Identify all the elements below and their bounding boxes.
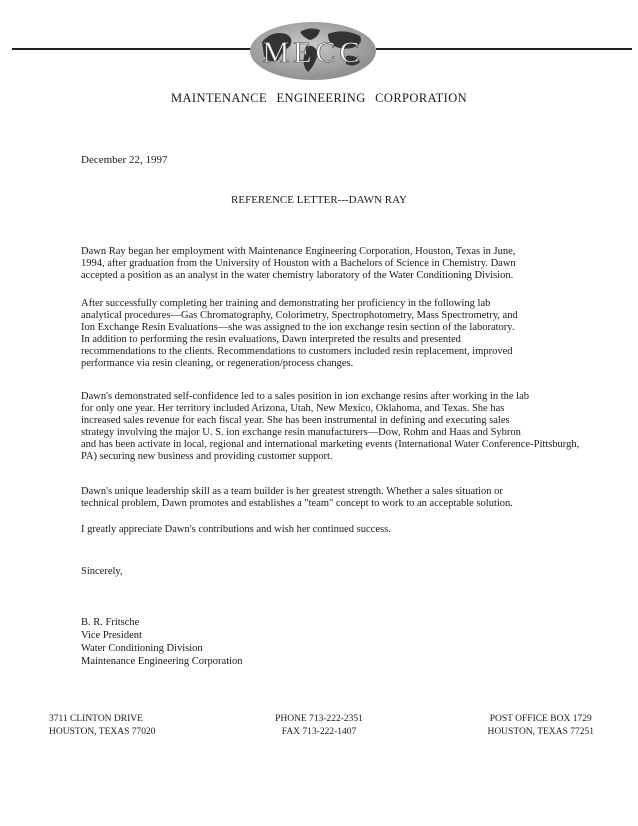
paragraph-2: After successfully completing her training and demonstrating her proficiency in the following lab analytical procedures—Gas Chromatography, Colorimetry, Spectrophotometry, Mass Spectrometry, and Ion Exchange Resin Evaluations—she was assigned to the ion exchange resin section of the laboratory. In addition to performing the resin evaluations, Dawn interpreted the results and presented recommendations to the clients. Recommendations to customers included resin replacement, improved performance via resin cleaning, or regeneration/process changes. (81, 298, 518, 370)
paragraph-3: Dawn's demonstrated self-confidence led to a sales position in ion exchange resins after working in the lab for only one year. Her territory included Arizona, Utah, New Mexico, Oklahoma, and Texas. She has increased sales revenue for each fiscal year. She has been instrumental in defining and executing sales strategy involving the major U. S. ion exchange resin manufacturers—Dow, Rohm and Haas and Sybron and has been activate in local, regional and international marketing events (International Water Conference-Pittsburgh, PA) securing new business and providing customer support. (81, 391, 580, 463)
signature-title: Vice President (81, 630, 142, 641)
footer-address-line2: HOUSTON, TEXAS 77020 (49, 727, 156, 737)
signature-block (81, 616, 243, 668)
paragraph-4: Dawn's unique leadership skill as a team builder is her greatest strength. Whether a sales situation or technical problem, Dawn promotes and establishes a "team" concept to work to an acceptable solution. (81, 486, 513, 510)
logo-text: MECC (262, 36, 364, 69)
letter-subject: REFERENCE LETTER---DAWN RAY (231, 194, 407, 206)
footer-po-box-line: POST OFFICE BOX 1729 (489, 714, 592, 724)
closing: Sincerely, (81, 566, 123, 577)
letterhead-rule-right (376, 48, 632, 50)
company-name: MAINTENANCE ENGINEERING CORPORATION (170, 91, 468, 105)
paragraph-5: I greatly appreciate Dawn's contributions and wish her continued success. (81, 524, 391, 535)
letterhead-rule-left (12, 48, 252, 50)
signature-division: Water Conditioning Division (81, 643, 203, 654)
signature-name: B. R. Fritsche (81, 617, 140, 628)
company-globe-logo (248, 20, 378, 82)
footer-address-line1: 3711 CLINTON DRIVE (49, 714, 143, 724)
letter-date: December 22, 1997 (81, 154, 168, 166)
paragraph-1: Dawn Ray began her employment with Maintenance Engineering Corporation, Houston, Texas in June, 1994, after graduation from the University of Houston with a Bachelors of Science in Chemistry. Dawn accepted a position as an analyst in the water chemistry laboratory of the Water Conditioning Division. (81, 246, 516, 282)
footer-fax: FAX 713-222-1407 (281, 727, 357, 737)
footer-po-box (487, 713, 594, 739)
signature-company: Maintenance Engineering Corporation (81, 656, 243, 667)
footer-po-city: HOUSTON, TEXAS 77251 (487, 727, 594, 737)
footer-phone: PHONE 713-222-2351 (275, 714, 363, 724)
